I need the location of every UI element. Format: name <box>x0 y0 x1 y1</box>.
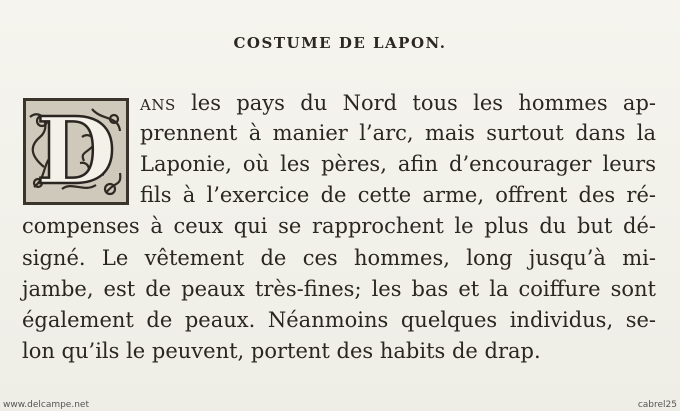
ornamental-dropcap-icon <box>22 97 130 206</box>
text-line-1-rest: les pays du Nord tous les hommes ap- <box>175 91 656 115</box>
page-title: COSTUME DE LAPON. <box>233 34 447 52</box>
smallcaps-word: ANS <box>140 96 176 114</box>
text-line-5: compenses à ceux qui se rapprochent le plus du but dé- <box>22 214 656 238</box>
watermark-right: cabrel25 <box>637 400 677 410</box>
text-line-4: fils à l’exercice de cette arme, offrent des ré- <box>140 183 656 207</box>
text-line-8: également de peaux. Néanmoins quelques individus, se- <box>22 308 656 332</box>
text-line-2: prennent à manier l’arc, mais surtout dans la <box>140 121 656 145</box>
dropcap-letter: D <box>36 97 116 205</box>
text-line-9: lon qu’ils le peuvent, portent des habits de drap. <box>22 339 541 363</box>
text-line-3: Laponie, où les pères, afin d’encourager leurs <box>140 152 656 176</box>
text-line-1 <box>140 91 656 118</box>
text-line-7: jambe, est de peaux très-fines; les bas et la coiffure sont <box>22 277 656 301</box>
text-line-6: signé. Le vêtement de ces hommes, long jusqu’à mi- <box>22 246 656 270</box>
watermark-left: www.delcampe.net <box>3 400 89 410</box>
